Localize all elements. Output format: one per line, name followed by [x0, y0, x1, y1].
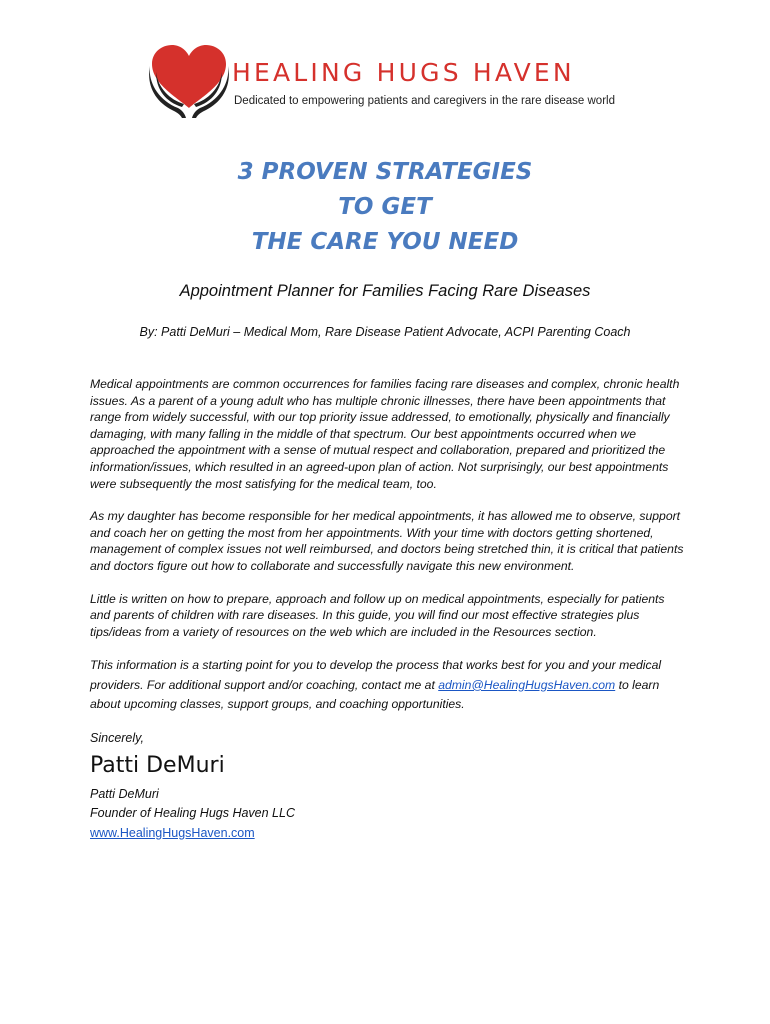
paragraph-2: As my daughter has become responsible for her medical appointments, it has allowed me to observe, support and coach her on getting the most from her appointments. With your time with doctors getting shortened, management of complex issues not well reimbursed, and doctors being stretched thin, it is critical that patients and doctors figure out how to collaborate and successfully navigate this new environment.: [90, 509, 684, 573]
letter-body: [90, 376, 685, 843]
author-role: Founder of Healing Hugs Haven LLC: [90, 806, 295, 821]
document-subtitle: Appointment Planner for Families Facing Rare Diseases: [179, 282, 591, 300]
paragraph-4: [90, 656, 685, 715]
paragraph-1: Medical appointments are common occurrences for families facing rare diseases and complex, chronic health issues. As a parent of a young adult who has multiple chronic illnesses, there have been appointments that range from widely successful, with our top priority issue addressed, to emotionally, physically and financially damaging, with many falling in the middle of that spectrum. Our best appointments occurred when we approached the appointment with a sense of mutual respect and collaboration, prepared and prioritized the information/issues, which resulted in an agreed-upon plan of action. Not surprisingly, our best appointments were subsequently the most satisfying for the medical team, too.: [90, 377, 680, 491]
signature: Patti DeMuri: [90, 752, 225, 778]
website-link[interactable]: www.HealingHugsHaven.com: [90, 825, 255, 840]
heart-hands-logo-icon: [148, 42, 230, 118]
healing-hugs-haven-logo: [148, 42, 628, 120]
paragraph-4-text-start: This information is a starting point for you to develop the process that works best for you and your medical providers. For additional support and/or coaching, contact me at: [90, 658, 662, 692]
contact-email-link[interactable]: admin@HealingHugsHaven.com: [438, 677, 616, 692]
title-line-2: TO GET: [338, 194, 432, 220]
author-name: Patti DeMuri: [90, 786, 159, 801]
title-line-1: 3 PROVEN STRATEGIES: [237, 159, 533, 185]
title-line-3: THE CARE YOU NEED: [251, 229, 519, 255]
salutation: Sincerely,: [90, 730, 144, 745]
document-title: [0, 155, 770, 260]
paragraph-4-text-end: to learn about upcoming classes, support groups, and coaching opportunities.: [90, 677, 660, 712]
brand-tagline: Dedicated to empowering patients and caregivers in the rare disease world: [234, 95, 615, 107]
paragraph-3: Little is written on how to prepare, approach and follow up on medical appointments, especially for patients and parents of children with rare diseases. In this guide, you will find our most effective strategies plus tips/ideas from a variety of resources on the web which are included in the Resources section.: [90, 591, 665, 639]
brand-name: HEALING HUGS HAVEN: [232, 58, 575, 87]
author-byline: By: Patti DeMuri – Medical Mom, Rare Disease Patient Advocate, ACPI Parenting Coach: [139, 325, 631, 339]
